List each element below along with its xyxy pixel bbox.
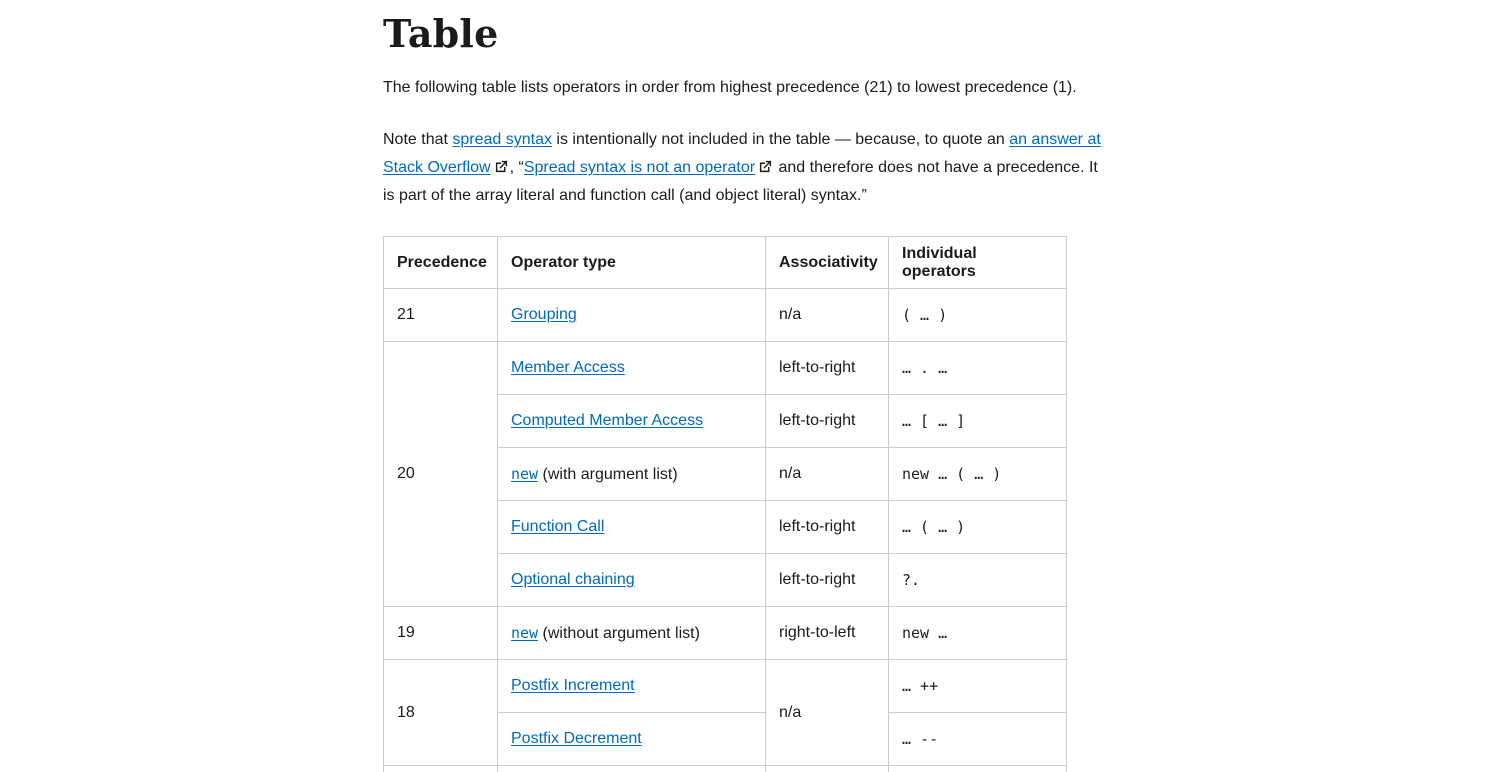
associativity-cell: left-to-right	[766, 554, 889, 607]
operator-type-cell	[498, 660, 766, 713]
external-link-icon	[495, 160, 508, 173]
operator-code: new …	[902, 623, 948, 642]
new-without-args-link[interactable]: new	[511, 623, 539, 642]
operator-type-cell	[498, 554, 766, 607]
postfix-decrement-link[interactable]: Postfix Decrement	[511, 730, 642, 747]
operator-type-cell	[498, 289, 766, 342]
note-text: Note that	[383, 131, 453, 148]
individual-operators-cell	[889, 607, 1067, 660]
individual-operators-cell	[889, 289, 1067, 342]
operator-type-suffix: (without argument list)	[538, 624, 700, 642]
operator-type-suffix: (with argument list)	[538, 465, 678, 483]
table-row	[384, 342, 1067, 395]
precedence-cell: 20	[384, 342, 498, 607]
table-row	[384, 289, 1067, 342]
operator-code: … ++	[902, 676, 939, 695]
operator-code: … [ … ]	[902, 411, 966, 430]
operator-type-cell	[498, 342, 766, 395]
note-text: and therefore does not have a precedence. It is part of the array literal and function call (and object literal) syntax.”	[383, 159, 1098, 204]
function-call-link[interactable]: Function Call	[511, 518, 605, 535]
computed-member-access-link[interactable]: Computed Member Access	[511, 412, 704, 429]
operator-type-cell	[498, 607, 766, 660]
individual-operators-cell	[889, 713, 1067, 766]
optional-chaining-link[interactable]: Optional chaining	[511, 571, 635, 588]
table-row	[384, 607, 1067, 660]
associativity-cell: right-to-left	[766, 607, 889, 660]
operator-type-cell	[498, 713, 766, 766]
associativity-cell: left-to-right	[766, 342, 889, 395]
associativity-cell: n/a	[766, 448, 889, 501]
spread-syntax-link[interactable]: spread syntax	[452, 131, 552, 148]
operator-type-cell	[498, 395, 766, 448]
precedence-cell: 21	[384, 289, 498, 342]
page-title: Table	[383, 11, 499, 56]
operator-type-cell	[498, 501, 766, 554]
table-row-clipped	[384, 766, 1067, 772]
note-paragraph	[383, 126, 1110, 210]
associativity-cell: n/a	[766, 289, 889, 342]
operator-type-cell	[498, 766, 766, 772]
article-content	[383, 0, 1110, 772]
associativity-cell	[766, 766, 889, 772]
spread-not-operator-link[interactable]: Spread syntax is not an operator	[523, 159, 756, 176]
operator-code: … ( … )	[902, 517, 966, 536]
precedence-cell: 19	[384, 607, 498, 660]
member-access-link[interactable]: Member Access	[511, 359, 625, 376]
associativity-cell: left-to-right	[766, 501, 889, 554]
operator-type-cell	[498, 448, 766, 501]
intro-paragraph: The following table lists operators in order from highest precedence (21) to lowest precedence (1).	[383, 79, 1077, 96]
individual-operators-cell	[889, 766, 1067, 772]
note-text: , “	[509, 159, 524, 176]
operator-code: new … ( … )	[902, 464, 1002, 483]
individual-operators-cell	[889, 660, 1067, 713]
associativity-cell: left-to-right	[766, 395, 889, 448]
table-row	[384, 660, 1067, 713]
column-header-individual-operators: Individual operators	[889, 237, 1067, 289]
individual-operators-cell	[889, 501, 1067, 554]
operator-code: ?.	[902, 570, 921, 589]
individual-operators-cell	[889, 554, 1067, 607]
stack-overflow-answer-link[interactable]: an answer at Stack Overflow	[383, 131, 1101, 176]
column-header-operator-type: Operator type	[498, 237, 766, 289]
individual-operators-cell	[889, 342, 1067, 395]
postfix-increment-link[interactable]: Postfix Increment	[511, 677, 635, 694]
operator-code: … --	[902, 729, 939, 748]
note-text: is intentionally not included in the table — because, to quote an	[551, 131, 1010, 148]
external-link-icon	[759, 160, 772, 173]
associativity-cell: n/a	[766, 660, 889, 766]
individual-operators-cell	[889, 395, 1067, 448]
individual-operators-cell	[889, 448, 1067, 501]
column-header-precedence: Precedence	[384, 237, 498, 289]
operator-code: … . …	[902, 358, 948, 377]
precedence-cell: 18	[384, 660, 498, 766]
operator-precedence-table	[383, 236, 1067, 772]
operator-code: ( … )	[902, 305, 948, 324]
precedence-cell	[384, 766, 498, 772]
column-header-associativity: Associativity	[766, 237, 889, 289]
grouping-link[interactable]: Grouping	[511, 306, 577, 323]
table-header-row	[384, 237, 1067, 289]
new-with-args-link[interactable]: new	[511, 464, 539, 483]
